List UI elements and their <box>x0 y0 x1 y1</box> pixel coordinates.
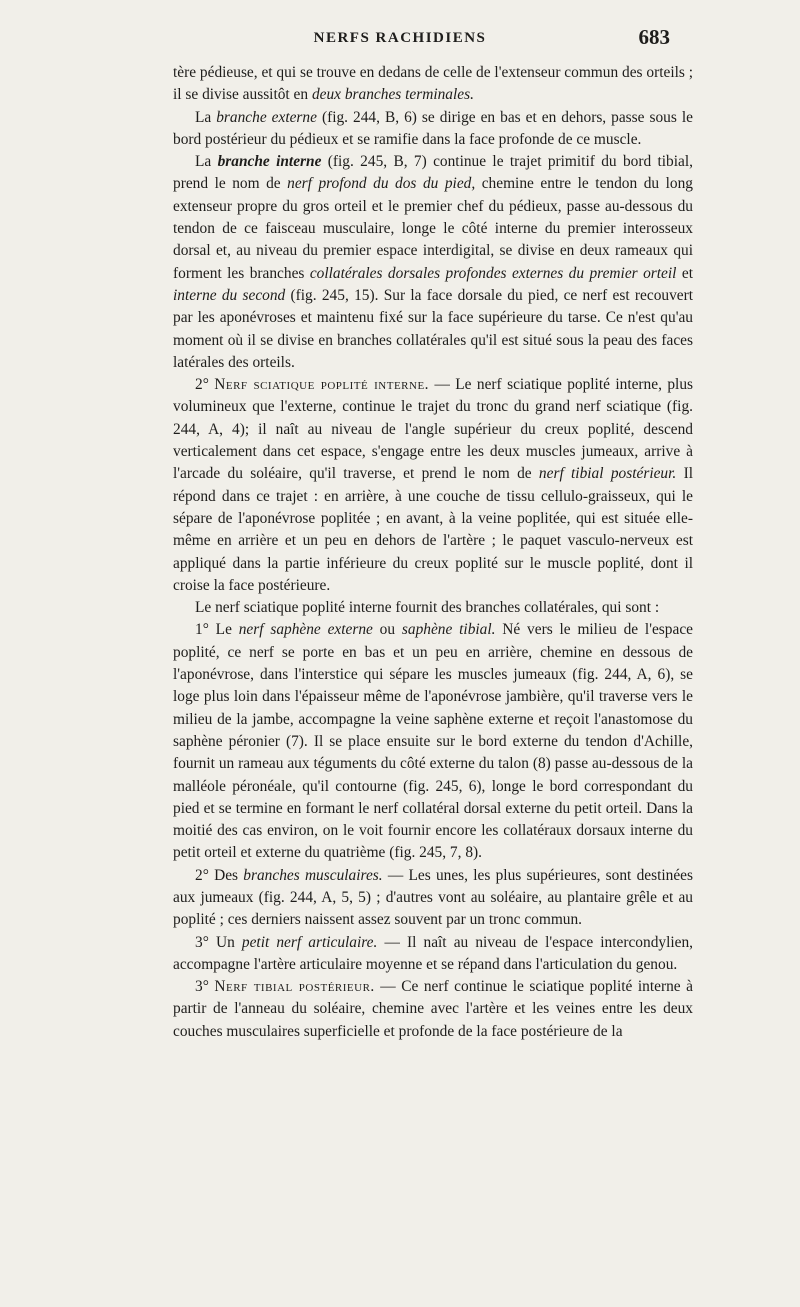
italic-term: nerf saphène externe <box>238 621 373 639</box>
text-run: Né vers le milieu de l'espace poplité, ce nerf se porte en bas et un peu en arrière, chemine en dessous de l'aponévrose, dans l'interstice qui sépare les muscles jumeaux (fig. 244, A, 6), se loge plus loin dans l'épaisseur même de l'aponévrose jambière, qu'il traverse vers le milieu de la jambe, accompagne la veine saphène externe et reçoit l'anastomose du saphène péronier (7). Il se place ensuite sur le bord externe du tendon d'Achille, fournit un rameau aux téguments du côté externe du talon (8) passe au-dessous de la malléole péronéale, qu'il contourne (fig. 245, 6), longe le bord correspondant du pied et se termine en formant le nerf collatéral dorsal externe du petit orteil. Dans la moitié des cas environ, on le voit fournir encore les collatéraux dorsaux interne du petit orteil et externe du quatrième (fig. 245, 7, 8). <box>173 621 693 862</box>
text-run: — Il naît au niveau de l'espace intercondylien, accompagne l'artère articulaire moyenne et se répand dans l'articulation du genou. <box>173 933 694 973</box>
text-run: 3° <box>195 978 215 996</box>
text-run: Le nerf sciatique poplité interne fournit des branches collatérales, qui sont : <box>195 599 660 617</box>
text-run: chemine entre le tendon du long extenseur propre du gros orteil et le premier chef du pédieux, passe au-dessous du tendon de ce faisceau musculaire, longe le côté interne du premier interosseux dorsal et, au niveau du premier espace interdigital, se divise en deux rameaux qui forment les branches <box>173 175 693 282</box>
paragraph <box>173 619 693 864</box>
paragraph <box>173 62 693 107</box>
page-header <box>0 22 800 52</box>
section-heading: Nerf tibial postérieur. <box>214 978 375 996</box>
paragraph <box>173 976 693 1043</box>
paragraph <box>173 597 693 619</box>
text-run: — Ce nerf continue le sciatique poplité interne à partir de l'anneau du soléaire, chemine avec l'artère et les veines entre les deux couches musculaires superficielle et profonde de la face postérieure de la <box>173 978 693 1040</box>
italic-term: saphène tibial. <box>401 621 496 639</box>
text-run: et <box>676 264 693 282</box>
text-run: (fig. 244, B, 6) se dirige en bas et en dehors, passe sous le bord postérieur du pédieux et se ramifie dans la face profonde de ce muscle. <box>173 108 693 148</box>
text-run: 2° <box>195 376 215 394</box>
paragraph <box>173 932 693 977</box>
paragraph <box>173 865 693 932</box>
page-number: 683 <box>638 25 670 49</box>
text-run: 1° Le <box>195 621 239 639</box>
text-run: ou <box>372 621 402 639</box>
text-run: (fig. 245, 15). Sur la face dorsale du pied, ce nerf est recouvert par les aponévroses et maintenu fixé sur la face supérieure du tarse. Ce n'est qu'au moment où il se divise en branches collatérales qu'il est situé sous la peau des faces latérales des orteils. <box>173 286 694 371</box>
text-run: Il répond dans ce trajet : en arrière, à une couche de tissu cellulo-graisseux, qui le sépare de l'aponévrose poplitée ; en avant, à la veine poplitée, qui est située elle-même en arrière et un peu en dehors de l'artère ; le paquet vasculo-nerveux est appliqué dans la partie inférieure du creux poplité sur le muscle poplité, dont il croise la face postérieure. <box>173 465 693 594</box>
paragraph <box>173 374 693 597</box>
running-head: NERFS RACHIDIENS <box>313 30 487 46</box>
italic-term: branche externe <box>216 108 317 126</box>
text-run: tère pédieuse, et qui se trouve en dedans de celle de l'extenseur commun des orteils ; il se divise aussitôt en <box>173 64 693 104</box>
body-text <box>173 62 693 1043</box>
italic-term: collatérales dorsales profondes externes du premier orteil <box>309 264 677 282</box>
text-run: 3° Un <box>195 933 242 951</box>
italic-term: petit nerf articulaire. <box>241 933 378 951</box>
paragraph <box>173 151 693 374</box>
text-run: (fig. 245, B, 7) continue le trajet primitif du bord tibial, prend le nom de <box>173 153 693 193</box>
text-run: — Le nerf sciatique poplité interne, plus volumineux que l'externe, continue le trajet du tronc du grand nerf sciatique (fig. 244, A, 4); il naît au niveau de l'angle supérieur du creux poplité, descend verticalement dans cet espace, s'engage entre les deux muscles jumeaux, arrive à l'arcade du soléaire, qu'il traverse, et prend le nom de <box>173 376 694 483</box>
text-run: — Les unes, les plus supérieures, sont destinées aux jumeaux (fig. 244, A, 5, 5) ; d'autres vont au soléaire, au plantaire grêle et au poplité ; ces derniers naissent assez souvent par un tronc commun. <box>173 866 693 929</box>
bold-italic-term: branche interne <box>217 153 322 171</box>
italic-term: interne du second <box>173 286 286 304</box>
text-run: La <box>195 153 218 171</box>
italic-term: nerf tibial postérieur. <box>538 465 677 483</box>
italic-term: nerf profond du dos du pied, <box>287 175 476 193</box>
paragraph <box>173 107 693 152</box>
section-heading: Nerf sciatique poplité interne. <box>214 376 430 394</box>
italic-term: branches musculaires. <box>243 866 383 884</box>
text-run: 2° Des <box>195 866 244 884</box>
text-run: La <box>195 108 217 126</box>
italic-term: deux branches terminales. <box>311 86 474 104</box>
